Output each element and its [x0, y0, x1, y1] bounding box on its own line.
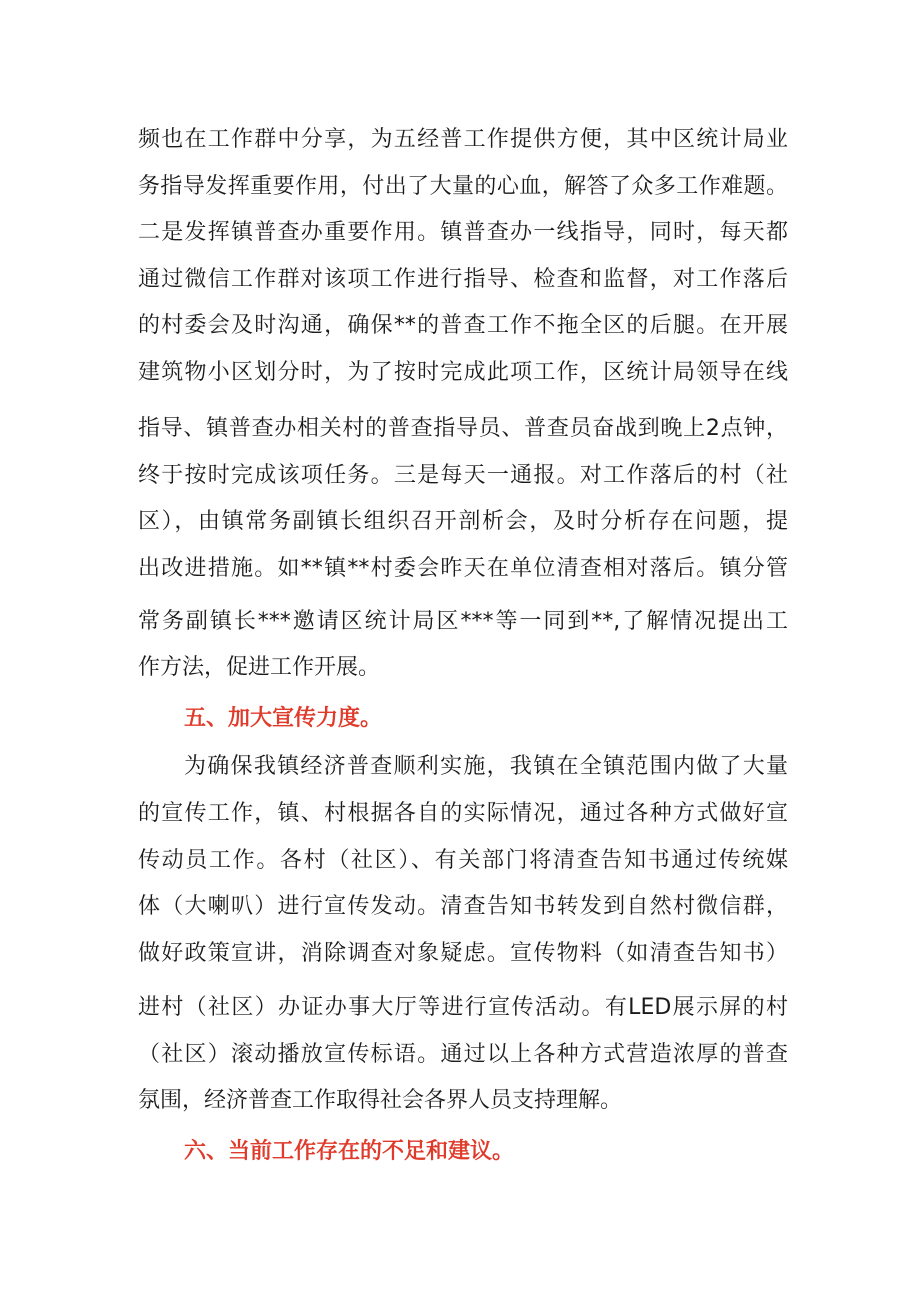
body-line: 区），由镇常务副镇长组织召开剖析会，及时分析存在问题，提 — [138, 509, 788, 534]
body-line: 做好政策宣讲，消除调查对象疑虑。宣传物料（如清查告知书） — [138, 941, 788, 966]
body-line: 为确保我镇经济普查顺利实施，我镇在全镇范围内做了大量 — [184, 754, 788, 779]
body-line: 作方法，促进工作开展。 — [138, 655, 381, 680]
section-heading-5: 五、加大宣传力度。 — [184, 706, 383, 731]
body-line: 务指导发挥重要作用，付出了大量的心血，解答了众多工作难题。 — [138, 174, 788, 199]
body-line: 体（大喇叭）进行宣传发动。清查告知书转发到自然村微信群， — [138, 894, 788, 919]
body-line: 传动员工作。各村（社区）、有关部门将清查告知书通过传统媒 — [138, 848, 788, 873]
body-line: 建筑物小区划分时，为了按时完成此项工作，区统计局领导在线 — [138, 360, 788, 385]
section-heading-6: 六、当前工作存在的不足和建议。 — [184, 1139, 515, 1164]
body-line: 二是发挥镇普查办重要作用。镇普查办一线指导，同时，每天都 — [138, 220, 788, 245]
body-line: 进村（社区）办证办事大厅等进行宣传活动。有LED展示屏的村 — [138, 995, 788, 1020]
body-line: 常务副镇长***邀请区统计局区***等一同到**,了解情况提出工 — [138, 609, 788, 634]
body-line: 终于按时完成该项任务。三是每天一通报。对工作落后的村（社 — [138, 463, 788, 488]
body-line: 的宣传工作，镇、村根据各自的实际情况，通过各种方式做好宣 — [138, 801, 788, 826]
body-line: 指导、镇普查办相关村的普查指导员、普查员奋战到晚上2点钟， — [138, 416, 788, 441]
body-line: 氛围，经济普查工作取得社会各界人员支持理解。 — [138, 1088, 623, 1113]
body-line: （社区）滚动播放宣传标语。通过以上各种方式营造浓厚的普查 — [138, 1042, 788, 1067]
body-line: 通过微信工作群对该项工作进行指导、检查和监督，对工作落后 — [138, 267, 788, 292]
body-line: 出改进措施。如**镇**村委会昨天在单位清查相对落后。镇分管 — [138, 556, 788, 581]
body-line: 频也在工作群中分享，为五经普工作提供方便，其中区统计局业 — [138, 127, 788, 152]
body-line: 的村委会及时沟通，确保**的普查工作不拖全区的后腿。在开展 — [138, 313, 788, 338]
